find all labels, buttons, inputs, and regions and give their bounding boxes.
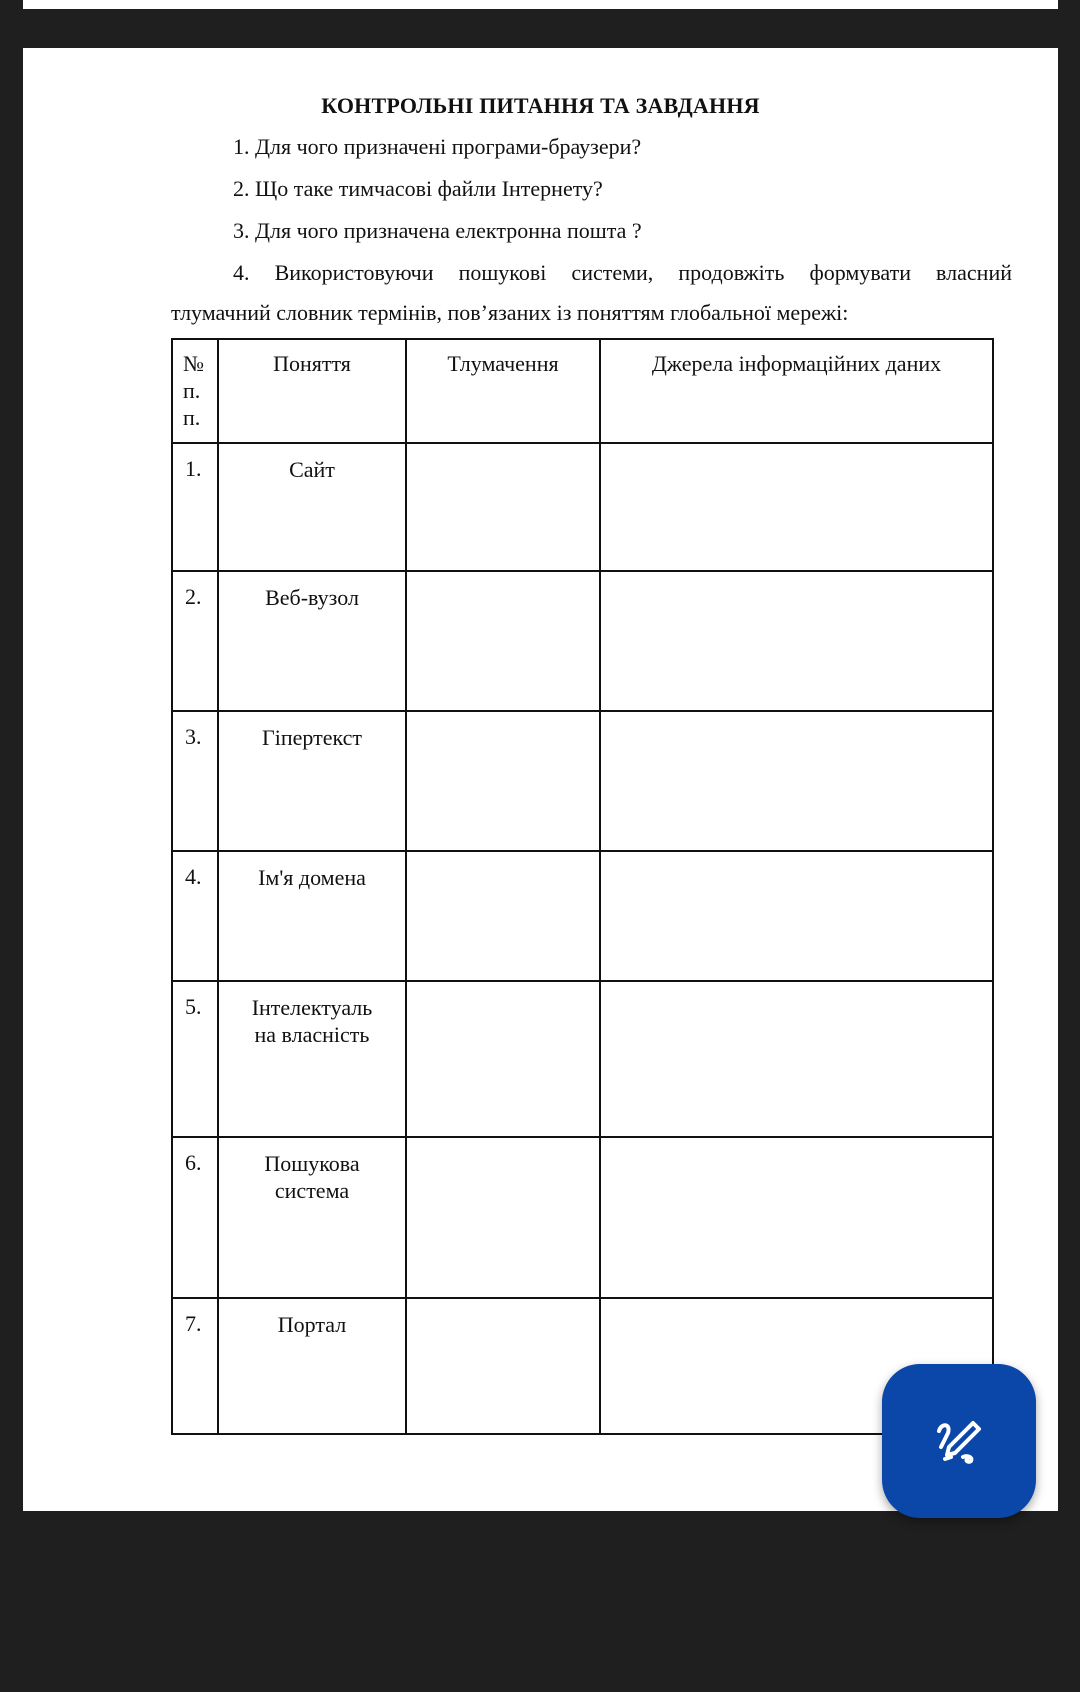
- row-sources-cell[interactable]: [600, 851, 993, 981]
- edit-pen-icon: [931, 1413, 987, 1469]
- row-number: 6.: [172, 1137, 218, 1298]
- row-term-line-1: Інтелектуаль: [251, 995, 373, 1020]
- row-term: [218, 571, 406, 711]
- row-term: [218, 981, 406, 1137]
- row-term-line-2: система: [274, 1178, 350, 1203]
- question-4-line-1: 4. Використовуючи пошукові системи, продовжіть формувати власний: [233, 260, 1012, 285]
- edit-fab-button[interactable]: [882, 1364, 1036, 1518]
- header-number: [172, 339, 218, 443]
- row-term-line-1: Гіпертекст: [262, 725, 362, 750]
- table-row: [172, 711, 993, 851]
- row-sources-cell[interactable]: [600, 981, 993, 1137]
- question-3: 3. Для чого призначена електронна пошта ?: [233, 218, 642, 243]
- row-term: [218, 711, 406, 851]
- row-term: [218, 443, 406, 571]
- table-row: [172, 1137, 993, 1298]
- row-term-line-1: Пошукова: [264, 1151, 360, 1176]
- row-sources-cell[interactable]: [600, 1137, 993, 1298]
- row-explanation-cell[interactable]: [406, 443, 600, 571]
- row-number: 4.: [172, 851, 218, 981]
- row-term-line-2: на власність: [254, 1022, 370, 1047]
- table-row: [172, 981, 993, 1137]
- previous-page-edge: [23, 0, 1058, 9]
- glossary-table: [171, 338, 994, 1435]
- question-2: 2. Що таке тимчасові файли Інтернету?: [233, 176, 603, 201]
- header-number-line-1: №: [183, 351, 204, 376]
- row-term: [218, 851, 406, 981]
- row-number: 7.: [172, 1298, 218, 1434]
- row-term-line-1: Веб-вузол: [265, 585, 359, 610]
- row-explanation-cell[interactable]: [406, 1298, 600, 1434]
- row-explanation-cell[interactable]: [406, 571, 600, 711]
- row-sources-cell[interactable]: [600, 571, 993, 711]
- row-explanation-cell[interactable]: [406, 851, 600, 981]
- row-sources-cell[interactable]: [600, 711, 993, 851]
- row-number: 3.: [172, 711, 218, 851]
- question-4-line-2: тлумачний словник термінів, пов’язаних із поняттям глобальної мережі:: [171, 300, 849, 325]
- question-1: 1. Для чого призначені програми-браузери?: [233, 134, 642, 159]
- header-explanation: Тлумачення: [406, 339, 600, 443]
- table-row: [172, 571, 993, 711]
- table-row: [172, 443, 993, 571]
- table-header-row: [172, 339, 993, 443]
- row-explanation-cell[interactable]: [406, 1137, 600, 1298]
- row-explanation-cell[interactable]: [406, 711, 600, 851]
- row-term: [218, 1298, 406, 1434]
- row-term-line-1: Портал: [277, 1312, 347, 1337]
- header-sources: Джерела інформаційних даних: [600, 339, 993, 443]
- row-term: [218, 1137, 406, 1298]
- page-title: КОНТРОЛЬНІ ПИТАННЯ ТА ЗАВДАННЯ: [321, 93, 760, 118]
- table-row: [172, 851, 993, 981]
- table-row: [172, 1298, 993, 1434]
- row-number: 1.: [172, 443, 218, 571]
- row-sources-cell[interactable]: [600, 443, 993, 571]
- header-concept: Поняття: [218, 339, 406, 443]
- row-number: 5.: [172, 981, 218, 1137]
- document-page: [23, 48, 1058, 1511]
- header-number-line-2: п.: [183, 378, 201, 403]
- row-term-line-1: Ім'я домена: [258, 865, 366, 890]
- row-number: 2.: [172, 571, 218, 711]
- row-term-line-1: Сайт: [289, 457, 335, 482]
- header-number-line-3: п.: [183, 405, 201, 430]
- row-explanation-cell[interactable]: [406, 981, 600, 1137]
